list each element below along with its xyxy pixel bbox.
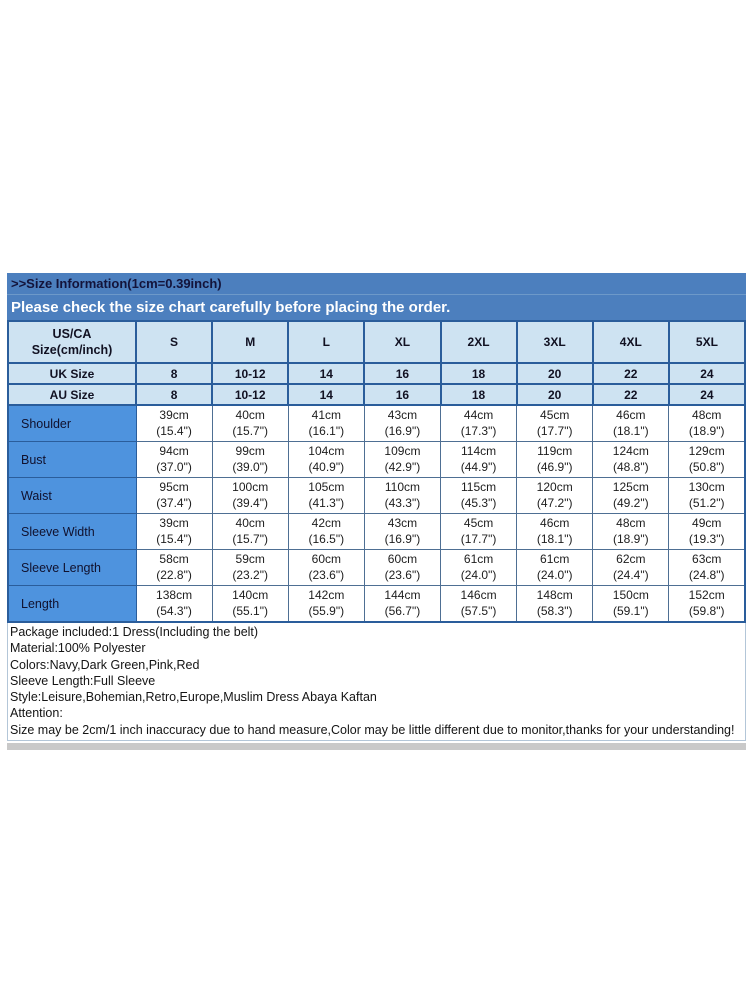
- uk-size-value: 8: [136, 363, 212, 384]
- measurement-cell: [364, 586, 440, 623]
- au-size-label: AU Size: [8, 384, 136, 405]
- uk-size-row: [8, 363, 745, 384]
- note-line: Package included:1 Dress(Including the belt): [10, 625, 259, 639]
- cm-value: 124cm: [612, 444, 649, 458]
- size-column-header: L: [288, 321, 364, 363]
- inch-value: (55.1"): [232, 603, 268, 618]
- measurement-cell: [288, 586, 364, 623]
- note-line: Sleeve Length:Full Sleeve: [10, 673, 156, 688]
- au-size-value: 20: [517, 384, 593, 405]
- inch-value: (55.9"): [308, 603, 345, 618]
- inch-value: (48.8"): [613, 459, 649, 474]
- measurement-cell: [669, 586, 745, 623]
- cm-value: 61cm: [463, 552, 494, 566]
- size-table: [7, 320, 746, 623]
- uk-size-label: UK Size: [8, 363, 136, 384]
- cm-value: 58cm: [159, 552, 189, 566]
- cm-value: 48cm: [692, 408, 722, 422]
- measurement-cell: [364, 550, 440, 586]
- size-chart-content: [7, 273, 746, 750]
- au-size-value: 18: [441, 384, 517, 405]
- measurement-cell: [593, 586, 669, 623]
- measurement-cell: [212, 442, 288, 478]
- inch-value: (59.8"): [688, 603, 725, 618]
- inch-value: (23.2"): [232, 567, 268, 582]
- measurement-cell: [517, 586, 593, 623]
- inch-value: (51.2"): [688, 495, 725, 510]
- measurement-cell: [593, 442, 669, 478]
- size-column-header: 5XL: [669, 321, 745, 363]
- measurement-cell: [136, 478, 212, 514]
- cm-value: 94cm: [159, 444, 189, 458]
- inch-value: (58.3"): [536, 603, 573, 618]
- inch-value: (15.4"): [156, 423, 192, 438]
- cm-value: 40cm: [235, 408, 265, 422]
- cm-value: 142cm: [308, 588, 345, 602]
- size-chart-warning-text: Please check the size chart carefully before placing the order.: [11, 299, 451, 316]
- cm-value: 146cm: [460, 588, 497, 602]
- inch-value: (46.9"): [536, 459, 573, 474]
- size-column-header: 2XL: [441, 321, 517, 363]
- cm-value: 138cm: [156, 588, 193, 602]
- note-line: Material:100% Polyester: [10, 641, 146, 656]
- measurement-cell: [364, 405, 440, 442]
- cm-value: 63cm: [692, 552, 722, 566]
- inch-value: (17.3"): [460, 423, 497, 438]
- measurement-cell: [212, 478, 288, 514]
- cm-value: 129cm: [688, 444, 725, 458]
- cm-value: 105cm: [308, 480, 345, 494]
- measurement-cell: [669, 514, 745, 550]
- size-chart-warning-bar: [7, 295, 746, 320]
- measurement-label: Sleeve Length: [8, 550, 136, 586]
- cm-value: 41cm: [311, 408, 341, 422]
- cm-value: 45cm: [540, 408, 570, 422]
- cm-value: 119cm: [537, 444, 573, 458]
- measurement-cell: [593, 514, 669, 550]
- inch-value: (23.6"): [308, 567, 345, 582]
- inch-value: (57.5"): [460, 603, 497, 618]
- measurement-cell: [669, 442, 745, 478]
- measurement-cell: [364, 514, 440, 550]
- inch-value: (41.3"): [308, 495, 345, 510]
- cm-value: 140cm: [232, 588, 269, 602]
- au-size-value: 10-12: [212, 384, 288, 405]
- measurement-cell: [441, 478, 517, 514]
- size-column-header: 4XL: [593, 321, 669, 363]
- inch-value: (23.6"): [384, 567, 421, 582]
- inch-value: (18.9"): [613, 531, 649, 546]
- cm-value: 110cm: [384, 480, 420, 494]
- measurement-cell: [517, 478, 593, 514]
- cm-value: 45cm: [463, 516, 494, 530]
- measurement-cell: [517, 405, 593, 442]
- inch-value: (17.7"): [536, 423, 573, 438]
- cm-value: 61cm: [540, 552, 570, 566]
- uk-size-value: 14: [288, 363, 364, 384]
- inch-value: (18.9"): [688, 423, 725, 438]
- cm-value: 144cm: [384, 588, 421, 602]
- product-notes: [7, 623, 746, 741]
- size-table-head: [8, 321, 745, 405]
- measurement-rows: [8, 405, 745, 622]
- measurement-row: [8, 550, 745, 586]
- measurement-label: Bust: [8, 442, 136, 478]
- cm-value: 104cm: [308, 444, 345, 458]
- measurement-row: [8, 514, 745, 550]
- inch-value: (22.8"): [156, 567, 192, 582]
- measurement-row: [8, 478, 745, 514]
- measurement-cell: [288, 478, 364, 514]
- cm-value: 130cm: [688, 480, 725, 494]
- cm-value: 42cm: [311, 516, 341, 530]
- cm-value: 100cm: [232, 480, 269, 494]
- note-line: Colors:Navy,Dark Green,Pink,Red: [10, 657, 200, 672]
- measurement-cell: [517, 514, 593, 550]
- measurement-cell: [669, 550, 745, 586]
- cm-value: 114cm: [460, 444, 497, 458]
- inch-value: (15.7"): [232, 531, 268, 546]
- cm-value: 46cm: [540, 516, 570, 530]
- inch-value: (42.9"): [384, 459, 421, 474]
- cm-value: 43cm: [387, 516, 418, 530]
- measurement-cell: [136, 514, 212, 550]
- measurement-cell: [288, 405, 364, 442]
- corner-header-cell: [8, 321, 136, 363]
- measurement-cell: [669, 478, 745, 514]
- inch-value: (24.4"): [613, 567, 649, 582]
- cm-value: 150cm: [612, 588, 649, 602]
- measurement-cell: [212, 586, 288, 623]
- cm-value: 43cm: [387, 408, 418, 422]
- inch-value: (24.0"): [536, 567, 573, 582]
- inch-value: (16.1"): [308, 423, 345, 438]
- cm-value: 39cm: [159, 516, 189, 530]
- inch-value: (49.2"): [613, 495, 649, 510]
- measurement-cell: [441, 405, 517, 442]
- size-info-title-bar: [7, 273, 746, 295]
- note-line: Style:Leisure,Bohemian,Retro,Europe,Muslim Dress Abaya Kaftan: [10, 690, 377, 705]
- measurement-cell: [212, 514, 288, 550]
- uk-size-value: 16: [364, 363, 440, 384]
- size-info-title: >>Size Information(1cm=0.39inch): [11, 276, 222, 291]
- inch-value: (50.8"): [688, 459, 725, 474]
- measurement-label: Sleeve Width: [8, 514, 136, 550]
- note-line: Attention:: [10, 706, 63, 721]
- inch-value: (18.1"): [613, 423, 649, 438]
- measurement-cell: [593, 478, 669, 514]
- inch-value: (45.3"): [460, 495, 497, 510]
- au-size-value: 8: [136, 384, 212, 405]
- inch-value: (16.9"): [384, 423, 421, 438]
- cm-value: 95cm: [159, 480, 189, 494]
- measurement-cell: [212, 405, 288, 442]
- inch-value: (16.5"): [308, 531, 345, 546]
- uk-size-value: 22: [593, 363, 669, 384]
- inch-value: (59.1"): [613, 603, 649, 618]
- au-size-value: 16: [364, 384, 440, 405]
- measurement-cell: [288, 442, 364, 478]
- measurement-cell: [593, 550, 669, 586]
- uk-size-value: 10-12: [212, 363, 288, 384]
- measurement-cell: [136, 550, 212, 586]
- measurement-cell: [136, 405, 212, 442]
- measurement-cell: [441, 442, 517, 478]
- inch-value: (18.1"): [536, 531, 573, 546]
- cm-value: 48cm: [616, 516, 646, 530]
- cm-value: 60cm: [311, 552, 341, 566]
- cm-value: 120cm: [536, 480, 573, 494]
- uk-size-value: 24: [669, 363, 745, 384]
- cm-value: 99cm: [235, 444, 265, 458]
- cm-value: 49cm: [692, 516, 722, 530]
- cm-value: 148cm: [536, 588, 573, 602]
- note-line: Size may be 2cm/1 inch inaccuracy due to hand measure,Color may be little different due to monitor,thanks for your understanding!: [10, 722, 735, 737]
- measurement-cell: [136, 442, 212, 478]
- cm-value: 115cm: [460, 480, 497, 494]
- measurement-label: Waist: [8, 478, 136, 514]
- inch-value: (44.9"): [460, 459, 497, 474]
- inch-value: (15.4"): [156, 531, 192, 546]
- corner-line1: US/CA: [52, 327, 92, 341]
- measurement-cell: [288, 550, 364, 586]
- inch-value: (40.9"): [308, 459, 345, 474]
- measurement-cell: [517, 550, 593, 586]
- inch-value: (19.3"): [688, 531, 725, 546]
- inch-value: (24.8"): [688, 567, 725, 582]
- measurement-cell: [517, 442, 593, 478]
- inch-value: (37.0"): [156, 459, 192, 474]
- uk-size-value: 20: [517, 363, 593, 384]
- bottom-divider-bar: [7, 743, 746, 750]
- measurement-row: [8, 586, 745, 623]
- measurement-label: Length: [8, 586, 136, 623]
- inch-value: (39.4"): [232, 495, 268, 510]
- measurement-row: [8, 405, 745, 442]
- measurement-row: [8, 442, 745, 478]
- cm-value: 125cm: [612, 480, 649, 494]
- size-column-header: XL: [364, 321, 440, 363]
- au-size-value: 14: [288, 384, 364, 405]
- inch-value: (54.3"): [156, 603, 192, 618]
- cm-value: 60cm: [387, 552, 418, 566]
- corner-line2: Size(cm/inch): [31, 343, 113, 357]
- measurement-cell: [669, 405, 745, 442]
- inch-value: (39.0"): [232, 459, 268, 474]
- cm-value: 46cm: [616, 408, 646, 422]
- cm-value: 39cm: [159, 408, 189, 422]
- measurement-cell: [441, 586, 517, 623]
- size-column-header: M: [212, 321, 288, 363]
- size-header-row: [8, 321, 745, 363]
- size-column-header: 3XL: [517, 321, 593, 363]
- measurement-label: Shoulder: [8, 405, 136, 442]
- cm-value: 62cm: [616, 552, 646, 566]
- measurement-cell: [441, 550, 517, 586]
- measurement-cell: [364, 478, 440, 514]
- measurement-cell: [593, 405, 669, 442]
- measurement-cell: [364, 442, 440, 478]
- size-column-header: S: [136, 321, 212, 363]
- measurement-cell: [212, 550, 288, 586]
- cm-value: 59cm: [235, 552, 265, 566]
- cm-value: 40cm: [235, 516, 265, 530]
- cm-value: 109cm: [384, 444, 421, 458]
- inch-value: (47.2"): [536, 495, 573, 510]
- inch-value: (24.0"): [460, 567, 497, 582]
- inch-value: (43.3"): [384, 495, 421, 510]
- inch-value: (17.7"): [460, 531, 497, 546]
- measurement-cell: [288, 514, 364, 550]
- cm-value: 44cm: [463, 408, 494, 422]
- inch-value: (15.7"): [232, 423, 268, 438]
- cm-value: 152cm: [688, 588, 725, 602]
- inch-value: (37.4"): [156, 495, 192, 510]
- inch-value: (16.9"): [384, 531, 421, 546]
- measurement-cell: [441, 514, 517, 550]
- au-size-value: 24: [669, 384, 745, 405]
- measurement-cell: [136, 586, 212, 623]
- au-size-row: [8, 384, 745, 405]
- uk-size-value: 18: [441, 363, 517, 384]
- au-size-value: 22: [593, 384, 669, 405]
- inch-value: (56.7"): [384, 603, 421, 618]
